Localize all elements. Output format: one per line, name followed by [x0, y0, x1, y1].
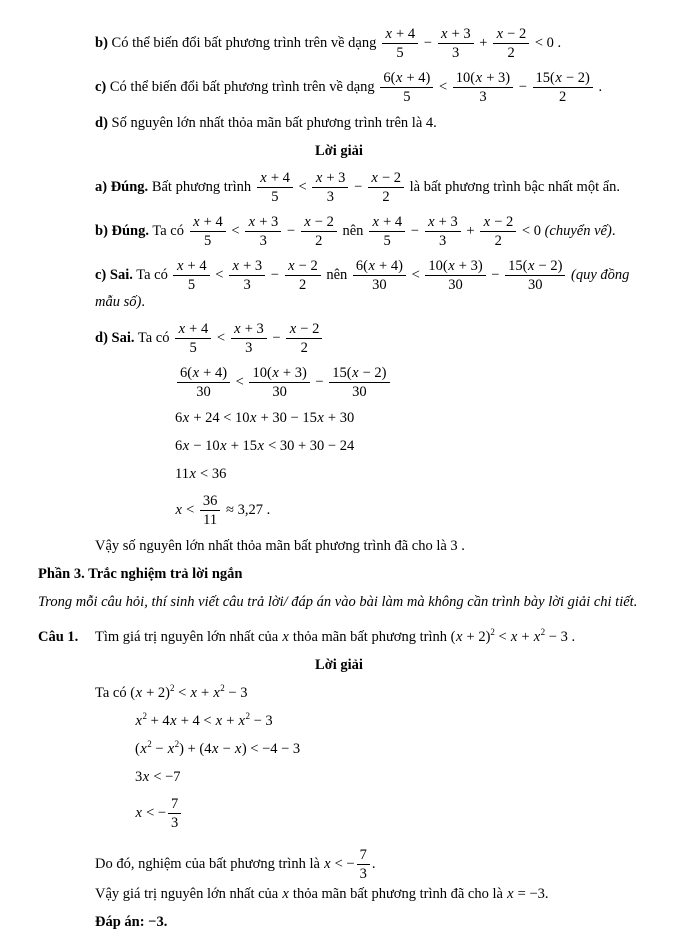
fraction-denominator: 3 — [171, 815, 179, 831]
fraction-numerator: x − 2 — [480, 214, 516, 232]
math-expression: x = −3 — [507, 886, 545, 902]
math-expression: + — [462, 222, 479, 239]
math-expression: < 0 — [518, 222, 545, 239]
text-run: . — [553, 34, 562, 51]
fraction-denominator: 5 — [403, 89, 411, 105]
math-expression: < 0 — [531, 34, 554, 51]
conclusion-q1-1 — [38, 847, 640, 882]
final-answer — [38, 913, 640, 932]
fraction-numerator: x + 3 — [438, 26, 474, 44]
step-d-5 — [38, 493, 640, 528]
math-expression: − — [268, 329, 285, 346]
fraction — [249, 365, 309, 400]
fraction-numerator: 15(x − 2) — [533, 70, 593, 88]
fraction-numerator: 6(x + 4) — [380, 70, 433, 88]
text-run: Vậy số nguyên lớn nhất thỏa mãn bất phương trình đã cho là — [95, 538, 451, 554]
fraction-numerator: 15(x − 2) — [329, 365, 389, 383]
fraction-denominator: 2 — [559, 89, 567, 105]
text-run: là bất phương trình bậc nhất một ẩn. — [406, 178, 621, 195]
fraction-denominator: 5 — [187, 277, 196, 293]
step-q1-5 — [38, 796, 640, 831]
math-expression: x — [282, 629, 289, 645]
text-run: b) Đúng. — [95, 222, 149, 239]
text-run: . — [262, 501, 271, 518]
math-expression: < — [294, 178, 311, 195]
fraction — [257, 170, 293, 205]
fraction — [190, 214, 226, 249]
fraction-numerator: x + 4 — [369, 214, 405, 232]
conclusion-q1-2 — [38, 885, 640, 904]
fraction — [369, 214, 405, 249]
text-run: c) Sai. — [95, 266, 133, 283]
step-q1-1 — [38, 684, 640, 703]
text-run: Do đó, nghiệm của bất phương trình là — [95, 855, 324, 872]
fraction-numerator: x + 3 — [231, 321, 267, 339]
fraction — [493, 26, 529, 61]
text-run: d) — [95, 115, 112, 131]
math-expression: − — [407, 222, 423, 239]
text-run: . — [433, 115, 437, 131]
statement-d — [38, 114, 640, 133]
fraction-denominator: 5 — [383, 233, 391, 249]
fraction — [177, 365, 230, 400]
text-run: . — [544, 886, 549, 902]
solution-c — [38, 258, 640, 312]
fraction — [173, 258, 209, 293]
question-1 — [38, 628, 640, 647]
fraction-denominator: 2 — [299, 277, 307, 293]
math-expression: x < − — [324, 855, 355, 872]
fraction — [175, 321, 211, 356]
math-expression: − — [267, 266, 283, 283]
text-run: thỏa mãn bất phương trình — [289, 629, 451, 645]
solution-heading-2 — [38, 656, 640, 675]
fraction-denominator: 30 — [448, 277, 463, 293]
fraction-denominator: 2 — [315, 233, 323, 249]
solution-b — [38, 214, 640, 249]
fraction-numerator: 10(x + 3) — [425, 258, 485, 276]
text-run: . — [371, 855, 376, 872]
text-run: Vậy giá trị nguyên lớn nhất của — [95, 886, 282, 902]
statement-b — [38, 26, 640, 61]
fraction-denominator: 30 — [528, 277, 543, 293]
fraction-numerator: 10(x + 3) — [249, 365, 309, 383]
fraction — [357, 847, 370, 882]
math-expression: $(x^2 - x^2) + (4x - x) < -4 - 3$ — [135, 739, 301, 757]
fraction-denominator: 3 — [479, 89, 487, 105]
text-run: (quy đồng mẫu số) — [95, 266, 630, 310]
fraction-numerator: 6(x + 4) — [353, 258, 406, 276]
text-run: Số nguyên lớn nhất thỏa mãn bất phương trình trên là — [111, 115, 426, 131]
document-body — [38, 26, 640, 932]
math-expression: < — [435, 78, 451, 95]
fraction — [168, 796, 181, 831]
text-run: nên — [322, 266, 351, 283]
statement-c — [38, 70, 640, 105]
math-expression: 3x < −7 — [135, 769, 181, 785]
fraction-numerator: 36 — [200, 493, 221, 511]
text-run: Lời giải — [315, 143, 363, 159]
fraction — [245, 214, 281, 249]
fraction-denominator: 2 — [300, 340, 308, 356]
step-d-4 — [38, 465, 640, 484]
fraction-denominator: 3 — [439, 233, 447, 249]
fraction-numerator: x − 2 — [368, 170, 404, 188]
fraction — [368, 170, 404, 205]
text-run: Lời giải — [315, 657, 363, 673]
fraction-denominator: 3 — [259, 233, 267, 249]
fraction-denominator: 2 — [382, 189, 390, 205]
fraction-denominator: 30 — [272, 384, 287, 400]
text-run: Phần 3. Trắc nghiệm trả lời ngắn — [38, 566, 243, 582]
step-d-1 — [38, 365, 640, 400]
text-run: . — [457, 538, 465, 554]
math-expression: − — [350, 178, 366, 195]
step-d-2 — [38, 409, 640, 428]
fraction — [329, 365, 389, 400]
fraction — [453, 70, 513, 105]
text-run: d) Sai. — [95, 329, 135, 346]
fraction-numerator: x + 4 — [257, 170, 293, 188]
fraction-numerator: x + 3 — [425, 214, 461, 232]
text-run: Câu 1. — [38, 629, 79, 645]
math-expression: < — [232, 373, 248, 390]
fraction-numerator: 10(x + 3) — [453, 70, 513, 88]
text-run: Ta có — [149, 222, 188, 239]
math-expression: − — [487, 266, 504, 283]
fraction — [286, 321, 322, 356]
fraction-denominator: 3 — [451, 45, 460, 61]
step-d-3 — [38, 437, 640, 456]
fraction-denominator: 3 — [245, 340, 253, 356]
math-expression: − — [420, 34, 436, 51]
math-expression: $(x + 2)^2 < x + x^2 - 3$ — [130, 683, 248, 701]
math-expression: + — [475, 34, 492, 51]
step-q1-4 — [38, 768, 640, 787]
fraction-numerator: x + 4 — [175, 321, 211, 339]
fraction-numerator: x + 3 — [312, 170, 348, 188]
fraction — [438, 26, 474, 61]
text-run: . — [141, 294, 145, 310]
step-q1-2 — [38, 712, 640, 731]
math-expression: < — [213, 329, 229, 346]
text-run: Bất phương trình — [148, 178, 255, 195]
text-run: nên — [338, 222, 368, 239]
fraction-numerator: x − 2 — [286, 321, 322, 339]
fraction-denominator: 30 — [196, 384, 211, 400]
math-expression: < — [227, 222, 244, 239]
fraction-denominator: 30 — [372, 277, 387, 293]
fraction-numerator: x + 3 — [229, 258, 265, 276]
math-expression: − — [515, 78, 531, 95]
instruction-note — [38, 593, 640, 612]
fraction-numerator: x − 2 — [301, 214, 337, 232]
fraction-denominator: 3 — [326, 189, 334, 205]
text-run: Trong mỗi câu hỏi, thí sinh viết câu trả lời/ đáp án vào bài làm mà không cần trình bày lời giải chi tiết. — [38, 594, 638, 610]
math-expression: ≈ 3,27 — [222, 501, 263, 518]
text-run: Có thể biến đổi bất phương trình trên về dạng — [109, 78, 379, 95]
text-run: Có thể biến đổi bất phương trình trên về dạng — [111, 34, 380, 51]
fraction — [505, 258, 565, 293]
text-run: Tìm giá trị nguyên lớn nhất của — [95, 629, 282, 645]
fraction-numerator: 7 — [357, 847, 370, 865]
fraction-numerator: x + 4 — [173, 258, 209, 276]
fraction-denominator: 11 — [203, 512, 218, 528]
text-run: Ta có — [95, 685, 131, 701]
fraction — [533, 70, 593, 105]
math-expression: 4 — [425, 115, 434, 131]
fraction-denominator: 3 — [243, 277, 251, 293]
text-run: Đáp án: −3. — [95, 914, 168, 930]
fraction-numerator: 7 — [168, 796, 181, 814]
fraction-denominator: 5 — [396, 45, 404, 61]
text-run: Ta có — [134, 329, 174, 346]
text-run: Ta có — [132, 266, 172, 283]
fraction-denominator: 30 — [352, 384, 367, 400]
section-heading — [38, 565, 640, 584]
step-q1-3 — [38, 740, 640, 759]
fraction-denominator: 3 — [359, 866, 367, 882]
math-expression: x < — [175, 501, 198, 518]
fraction — [312, 170, 348, 205]
math-expression: − — [311, 373, 328, 390]
math-expression: 11x < 36 — [175, 466, 227, 482]
text-run: thỏa mãn bất phương trình đã cho là — [289, 886, 507, 902]
math-expression: $x^2 + 4x + 4 < x + x^2 - 3$ — [135, 711, 273, 729]
fraction — [425, 258, 485, 293]
fraction-numerator: x − 2 — [285, 258, 321, 276]
text-run: (chuyển vế) — [544, 222, 612, 239]
fraction-numerator: x + 4 — [190, 214, 226, 232]
math-expression: 3 — [450, 538, 458, 554]
math-expression: x < − — [135, 804, 167, 821]
text-run: c) — [95, 78, 110, 95]
fraction-denominator: 5 — [271, 189, 279, 205]
fraction — [229, 258, 265, 293]
math-expression: $(x + 2)^2 < x + x^2 - 3$ — [450, 627, 568, 645]
math-expression: 6x − 10x + 15x < 30 + 30 − 24 — [175, 438, 355, 454]
math-expression: − — [283, 222, 299, 239]
math-expression: < — [211, 266, 228, 283]
fraction-numerator: x − 2 — [493, 26, 529, 44]
text-run: . — [611, 222, 616, 239]
solution-heading-1 — [38, 142, 640, 161]
fraction-denominator: 5 — [204, 233, 212, 249]
math-expression: x — [282, 886, 289, 902]
fraction — [425, 214, 461, 249]
math-expression: < — [407, 266, 424, 283]
fraction — [353, 258, 406, 293]
text-run: . — [594, 78, 603, 95]
fraction — [480, 214, 516, 249]
solution-a — [38, 170, 640, 205]
fraction-numerator: x + 4 — [382, 26, 418, 44]
fraction — [285, 258, 321, 293]
fraction-denominator: 5 — [189, 340, 197, 356]
math-expression: 6x + 24 < 10x + 30 − 15x + 30 — [175, 410, 355, 426]
fraction-denominator: 2 — [494, 233, 502, 249]
fraction-numerator: 6(x + 4) — [177, 365, 230, 383]
fraction-numerator: x + 3 — [245, 214, 281, 232]
fraction-denominator: 2 — [507, 45, 515, 61]
fraction — [231, 321, 267, 356]
fraction — [200, 493, 221, 528]
text-run: . — [567, 629, 576, 645]
fraction-numerator: 15(x − 2) — [505, 258, 565, 276]
text-run: a) Đúng. — [95, 178, 149, 195]
text-run: b) — [95, 34, 112, 51]
solution-d — [38, 321, 640, 356]
fraction — [301, 214, 337, 249]
fraction — [380, 70, 433, 105]
conclusion-d — [38, 537, 640, 556]
fraction — [382, 26, 418, 61]
